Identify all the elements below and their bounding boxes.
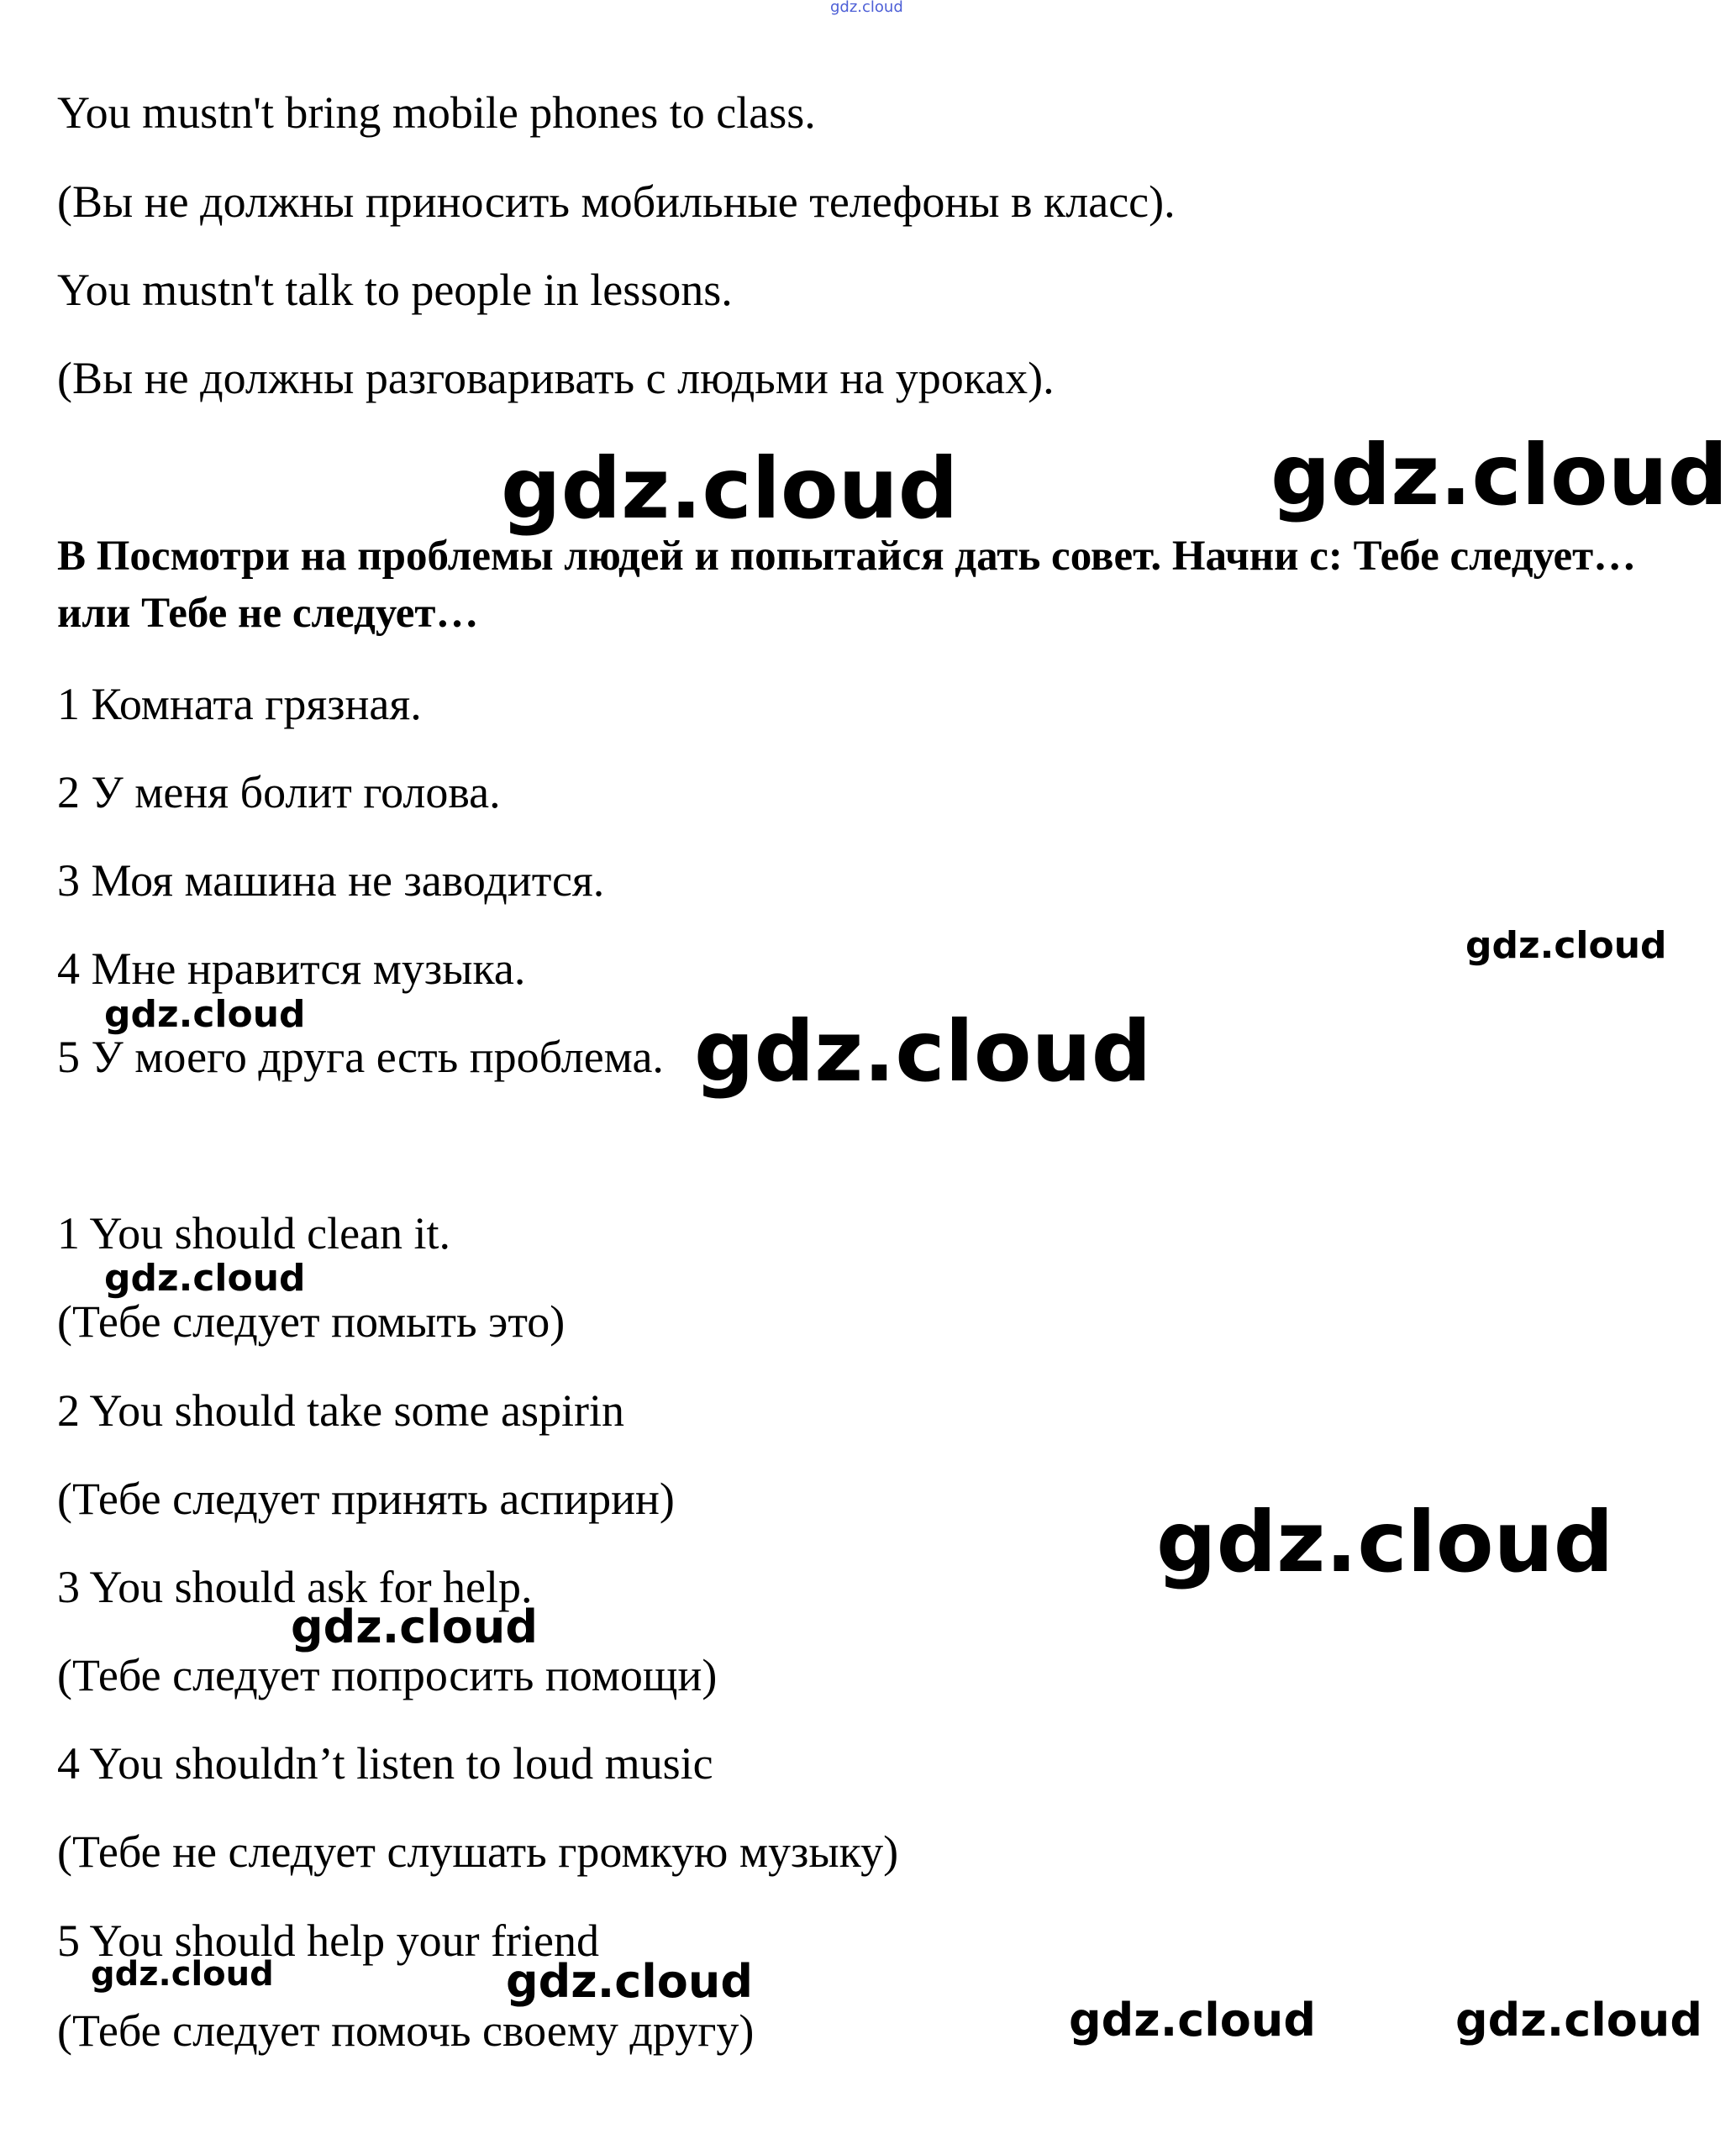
answer-3: 3 You should ask for help. <box>57 1562 533 1612</box>
watermark-4: gdz.cloud <box>104 993 306 1036</box>
problem-2: 2 У меня болит голова. <box>57 767 501 817</box>
watermark-7: gdz.cloud <box>1156 1493 1614 1591</box>
problem-5: 5 У моего друга есть проблема. <box>57 1032 664 1082</box>
problem-3: 3 Моя машина не заводится. <box>57 855 605 906</box>
watermark-6: gdz.cloud <box>104 1257 306 1300</box>
answer-5: 5 You should help your friend <box>57 1915 599 1966</box>
intro-line-1: You mustn't bring mobile phones to class. <box>57 87 816 138</box>
watermark-12: gdz.cloud <box>1455 1994 1702 2047</box>
watermark-11: gdz.cloud <box>1069 1994 1316 2047</box>
watermark-top: gdz.cloud <box>830 0 903 16</box>
answer-5-translation: (Тебе следует помочь своему другу) <box>57 2005 755 2056</box>
answer-4-translation: (Тебе не следует слушать громкую музыку) <box>57 1826 899 1877</box>
watermark-8: gdz.cloud <box>291 1600 538 1653</box>
problem-1: 1 Комната грязная. <box>57 679 422 729</box>
watermark-9: gdz.cloud <box>91 1955 274 1994</box>
answer-3-translation: (Тебе следует попросить помощи) <box>57 1650 718 1700</box>
intro-line-2: (Вы не должны приносить мобильные телефоны в класс). <box>57 176 1176 227</box>
answer-2: 2 You should take some aspirin <box>57 1385 624 1436</box>
watermark-3: gdz.cloud <box>1465 924 1667 967</box>
problem-4: 4 Мне нравится музыка. <box>57 943 526 994</box>
watermark-1: gdz.cloud <box>501 439 959 538</box>
answer-1-translation: (Тебе следует помыть это) <box>57 1296 566 1347</box>
answer-4: 4 You shouldn’t listen to loud music <box>57 1738 713 1789</box>
watermark-2: gdz.cloud <box>1270 426 1728 524</box>
intro-line-3: You mustn't talk to people in lessons. <box>57 265 733 315</box>
task-heading: В Посмотри на проблемы людей и попытайся дать совет. Начни с: Тебе следует… или Тебе не следует… <box>57 533 1637 637</box>
answer-2-translation: (Тебе следует принять аспирин) <box>57 1474 675 1524</box>
intro-line-4: (Вы не должны разговаривать с людьми на уроках). <box>57 353 1055 403</box>
answer-1: 1 You should clean it. <box>57 1208 451 1259</box>
watermark-5: gdz.cloud <box>694 1002 1152 1101</box>
watermark-10: gdz.cloud <box>506 1955 753 2008</box>
